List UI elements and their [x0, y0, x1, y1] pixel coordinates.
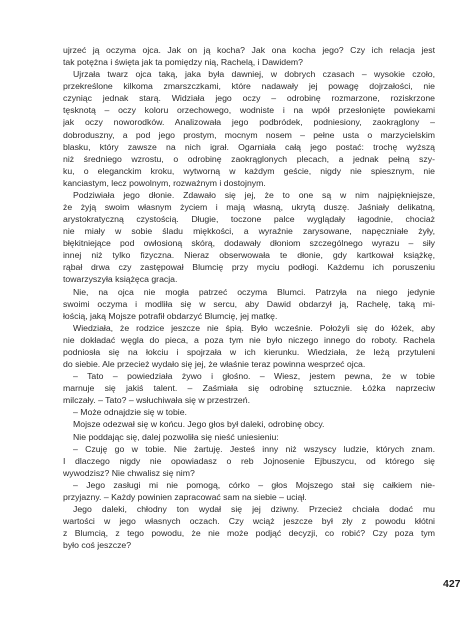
- text-line: Nie poddając się, dalej pozwoliła się nieść uniesieniu:: [73, 431, 279, 442]
- text-line: wartości w jego własnych oczach. Czy wciąż jeszcze był zły z powodu kłótni: [63, 516, 435, 527]
- text-line: przyjazny. – Każdy powinien zapracować sam na siebie – uciął.: [63, 491, 307, 502]
- text-line: – Może odnajdzie się w tobie.: [73, 407, 187, 418]
- text-line: – Tato – powiedziała żywo i głośno. – Wiesz, jestem pewna, że w tobie: [73, 371, 435, 382]
- text-line: błękitniejące pod owłosioną skórą, dodawały dłoniom szczególnego wyrazu – siły: [63, 238, 435, 249]
- text-line: kanciastym, lecz powolnym, rozważnym i dostojnym.: [63, 177, 266, 188]
- text-line: Jego daleki, chłodny ton wydał się jej dziwny. Przecież chciała dodać mu: [73, 503, 435, 514]
- text-line: towarzyszyła książęca gracja.: [63, 274, 178, 285]
- text-line: – Czuję go w tobie. Nie żartuję. Jesteś inny niż wszyscy ludzie, których znam.: [73, 443, 435, 454]
- text-line: nie miały w sobie śladu miękkości, a wyraźnie zarysowane, napęczniałe żyły,: [63, 226, 435, 237]
- text-line: blasku, który zawsze na nich igrał. Ogarniała całą jego postać: trochę wyższą: [63, 141, 435, 152]
- text-column: [63, 44, 435, 551]
- text-line: – Jego zasługi mi nie pomogą, córko – głos Mojszego stał się całkiem nie-: [73, 479, 435, 490]
- text-line: czyniąc jednak starą. Widziała jego oczy – odrobinę rozmarzone, roziskrzone: [63, 93, 435, 104]
- text-line: do siebie. Ale przecież wydało się jej, że właśnie teraz powinna wesprzeć ojca.: [63, 359, 366, 370]
- text-line: I dlaczego nigdy nie opowiadasz o reb Jojnosenie Ejbuszycu, od którego się: [63, 455, 435, 466]
- text-line: wywodzisz? Nie chwalisz się nim?: [63, 467, 195, 478]
- page-number: 427: [443, 578, 461, 590]
- text-line: ujrzeć ją oczyma ojca. Jak on ją kocha? Jak ona kocha jego? Czy ich relacja jest: [63, 45, 435, 55]
- text-line: arystokratyczną czystością. Długie, toczone palce wyglądały łagodnie, chociaż: [63, 214, 435, 225]
- text-line: że żyją swoim własnym życiem i mają własną, ukrytą duszę. Jaśniały delikatną,: [63, 202, 435, 213]
- text-line: Mojsze odezwał się w końcu. Jego głos był daleki, odrobinę obcy.: [73, 419, 325, 430]
- text-line: Ujrzała twarz ojca taką, jaka była dawniej, w dobrych czasach – wysokie czoło,: [73, 69, 435, 80]
- text-line: było coś jeszcze?: [63, 540, 132, 551]
- text-line: innej niż tylko fizyczna. Nieraz obserwowała te dłonie, gdy kartkował książkę,: [63, 250, 435, 261]
- text-line: ku, o eleganckim kroku, wytworną w każdym geście, nigdy nie spiesznym, nie: [63, 165, 435, 176]
- text-line: dobroduszny, a pod jego prostym, mocnym nosem – pełne usta o marzycielskim: [63, 129, 435, 140]
- text-line: tęsknotą – oczy koloru orzechowego, wodniste i na wpół przesłonięte powiekami: [63, 105, 435, 116]
- text-line: Nie, na ojca nie mogła patrzeć oczyma Blumci. Patrzyła na niego jedynie: [73, 286, 435, 297]
- text-line: rąbał drwa czy zastępował Blumcię przy myciu podłogi. Każdemu ich poruszeniu: [63, 262, 435, 273]
- text-line: jak oczy noworodków. Analizowała jego podbródek, podniesiony, zaokrąglony –: [63, 117, 435, 128]
- text-line: z Blumcią, z tego powodu, że nie może podjąć decyzji, co robić? Czy poza tym: [63, 528, 435, 539]
- text-line: marnuje się jakiś talent. – Zaśmiała się odrobinę sztucznie. Łóżka naprzeciw: [63, 383, 435, 394]
- text-line: podniosła się na łokciu i spojrzała w ich kierunku. Wiedziała, że leżą przytuleni: [63, 346, 435, 357]
- text-line: milczały. – Tato? – wsłuchiwała się w przestrzeń.: [63, 395, 251, 406]
- text-line: nie dokładać węgla do pieca, a poza tym nie było niczego innego do roboty. Rachela: [63, 334, 435, 345]
- text-line: swoimi oczyma i modliła się w sercu, aby Dawid obdarzył ją, Rachelę, taką mi-: [63, 298, 435, 309]
- text-line: Podziwiała jego dłonie. Zdawało się jej, że to one są w nim najpiękniejsze,: [73, 189, 435, 200]
- text-line: tak potężna i święta jak ta pomiędzy nią, Rachelą, i Dawidem?: [63, 57, 303, 68]
- text-line: przekreślone kilkoma zmarszczkami, które nadawały jej powagę dojrzałości, nie: [63, 81, 435, 92]
- text-line: niż średniego wzrostu, o odrobinę zaokrąglonych plecach, a jednak pełną szy-: [63, 153, 435, 164]
- text-line: Wiedziała, że rodzice jeszcze nie śpią. Było wcześnie. Położyli się do łóżek, aby: [73, 322, 435, 333]
- text-line: łością, jaką Mojsze potrafił obdarzyć Blumcię, jej matkę.: [63, 310, 278, 321]
